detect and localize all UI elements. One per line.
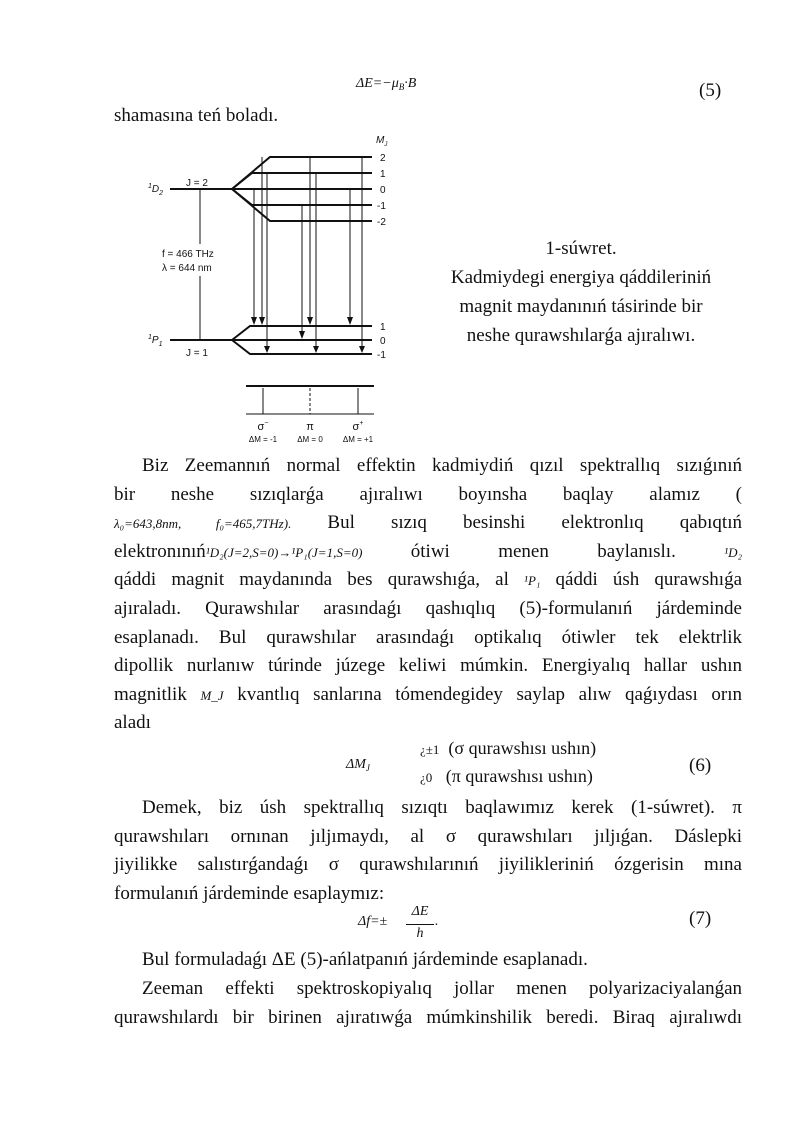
- equation-7-numerator: ΔE: [411, 904, 429, 919]
- paragraph-line: Zeeman effekti spektroskopiyalıq jollar menen polyarizaciyalanǵan: [142, 978, 742, 999]
- svg-text:1: 1: [380, 322, 386, 333]
- frequency-label: f = 466 THz: [162, 249, 214, 260]
- paragraph-line: bir neshe sızıqlarǵa ajıralıwı boyınsha baqlay alamız (: [114, 484, 742, 505]
- svg-text:0: 0: [380, 336, 386, 347]
- svg-text:-1: -1: [377, 201, 386, 212]
- svg-text:σ+: σ+: [352, 420, 364, 433]
- svg-text:-1: -1: [377, 350, 386, 361]
- energy-level-diagram: [140, 128, 400, 448]
- paragraph-line: jiyilikke salıstırǵandaǵı σ qurawshılarınıń jiyilikleriniń ózgerisin mına: [114, 854, 742, 875]
- svg-text:σ−: σ−: [257, 420, 269, 433]
- svg-text:ΔM = 0: ΔM = 0: [297, 435, 323, 444]
- paragraph-line: aladı: [114, 712, 151, 733]
- svg-text:π: π: [306, 421, 314, 433]
- component-symbols: [258, 420, 364, 433]
- equation-6-case-1: ¿±1 (σ qurawshısı ushın): [420, 738, 597, 758]
- fraction-bar: [406, 924, 434, 925]
- upper-term-label: $^1D_2$: [148, 183, 164, 197]
- arrow-heads: [251, 317, 365, 353]
- paragraph-line: qáddi magnit maydanında bes qurawshıǵa, al ¹P₁ qáddi úsh qurawshıǵa: [114, 569, 743, 590]
- lower-mj-values: [377, 322, 386, 361]
- equation-6-lhs: $\Delta M_J$: [346, 757, 370, 773]
- component-labels: [249, 435, 374, 444]
- paragraph-line: qurawshılardı bir birinen ajıratıwǵa múmkinshilik beredi. Biraq ajıralıwdı: [114, 1007, 742, 1028]
- svg-text:ΔM = -1: ΔM = -1: [248, 435, 278, 444]
- lower-term-label: $^1P_1$: [148, 334, 163, 348]
- equation-5-number: (5): [699, 80, 722, 101]
- lower-j-label: J = 1: [186, 348, 208, 359]
- paragraph-line: elektronınıń¹D₂(J=2,S=0)→¹P₁(J=1,S=0) ótiwi menen baylanıslı. ¹D₂: [114, 541, 742, 562]
- figure-caption: 1-súwret. Kadmiydegi energiya qáddileriniń magnit maydanınıń tásirinde bir neshe qurawshılarǵa ajıralıwı.: [450, 238, 712, 346]
- mj-header: $M_J$: [376, 135, 388, 148]
- svg-text:1: 1: [380, 169, 386, 180]
- paragraph-line: magnitlik M_J kvantlıq sanlarına tómendegidey saylap alıw qaǵıydası orın: [114, 684, 743, 705]
- svg-text:-2: -2: [377, 217, 386, 228]
- svg-text:2: 2: [380, 153, 386, 164]
- wavelength-label: λ = 644 nm: [162, 263, 212, 274]
- equation-5: $\Delta E=-\mu_B\cdot B$: [356, 76, 417, 92]
- upper-j-label: J = 2: [186, 178, 208, 189]
- paragraph-line: Demek, biz úsh spektrallıq sızıqtı baqlawımız kerek (1-súwret). π: [142, 797, 742, 818]
- text-line: shamasına teń boladı.: [114, 105, 279, 126]
- paragraph-line: esaplanadı. Bul qurawshılar arasındaǵı optikalıq ótiwler tek elektrlik: [114, 627, 742, 648]
- upper-mj-values: [377, 153, 386, 228]
- equation-7-denominator: h: [416, 926, 424, 941]
- paragraph-line: dipollik nurlanıw túrinde júzege keliwi múmkin. Energiyalıq hallar ushın: [114, 655, 742, 676]
- equation-7-dot: .: [435, 914, 439, 929]
- paragraph-line: λ₀=643,8nm, f₀=465,7THz). Bul sızıq besinshi elektronlıq qabıqtıń: [114, 512, 742, 533]
- svg-text:ΔM = +1: ΔM = +1: [342, 435, 374, 444]
- equation-7-number: (7): [689, 908, 712, 929]
- svg-text:0: 0: [380, 185, 386, 196]
- equation-7-lhs: Δf=±: [358, 914, 388, 929]
- paragraph-line: qurawshıları ornınan jıljımaydı, al σ qurawshıları jıljıǵan. Dáslepki: [114, 826, 742, 847]
- equation-6-number: (6): [689, 755, 712, 776]
- paragraph-line: formulanıń járdeminde esaplaymız:: [114, 883, 385, 904]
- paragraph-line: ajıraladı. Qurawshılar arasındaǵı qashıqlıq (5)-formulanıń járdeminde: [114, 598, 742, 619]
- equation-6-case-2: ¿0 (π qurawshısı ushın): [420, 766, 593, 786]
- paragraph-line: Bul formuladaǵı ΔE (5)-ańlatpanıń járdeminde esaplanadı.: [142, 949, 588, 970]
- spectrum-lines: [246, 386, 374, 414]
- paragraph-line: Biz Zeemannıń normal effektin kadmiydiń qızıl spektrallıq sızıǵınıń: [142, 455, 742, 476]
- transition-arrows: [254, 157, 362, 349]
